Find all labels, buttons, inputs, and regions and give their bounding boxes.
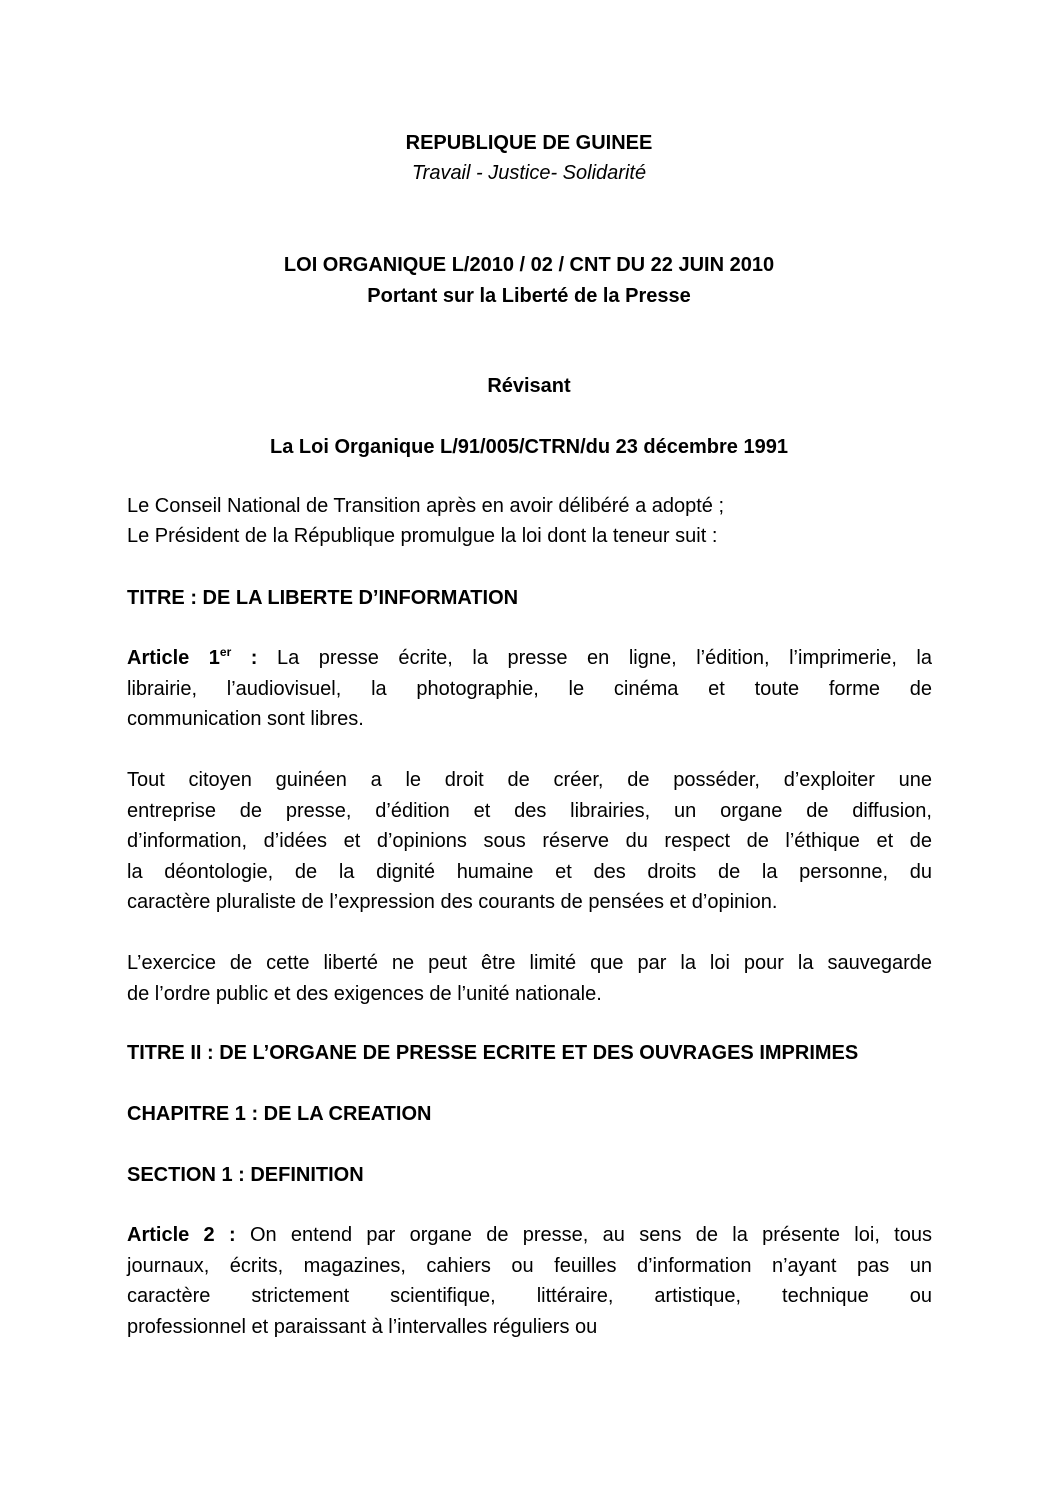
article-1-line: Article 1er : La presse écrite, la presse en ligne, l’édition, l’imprimerie, la [127,645,932,669]
revised-law: La Loi Organique L/91/005/CTRN/du 23 décembre 1991 [270,436,788,458]
title-1-heading: TITRE : DE LA LIBERTE D’INFORMATION [127,587,519,609]
article-2 [127,1220,932,1342]
paragraph-line: de l’ordre public et des exigences de l’unité nationale. [127,982,602,1005]
national-motto: Travail - Justice- Solidarité [411,162,647,184]
section-1-heading: SECTION 1 : DEFINITION [127,1164,364,1186]
paragraph-line: L’exercice de cette liberté ne peut être limité que par la loi pour la sauvegarde [127,952,932,974]
revising-label: Révisant [487,375,571,397]
article-2-label: Article 2 : [127,1224,236,1246]
paragraph-line: Tout citoyen guinéen a le droit de créer, de posséder, d’exploiter une [127,769,932,791]
article-1-line: librairie, l’audiovisuel, la photographie, le cinéma et toute forme de [127,677,932,700]
preamble-line-2: Le Président de la République promulgue la loi dont la teneur suit : [127,525,718,547]
article-2-line: caractère strictement scientifique, littéraire, artistique, technique ou [127,1285,932,1307]
article-2-line: professionnel et paraissant à l’intervalles réguliers ou [127,1315,598,1338]
paragraph-line: caractère pluraliste de l’expression des courants de pensées et d’opinion. [127,891,778,913]
paragraph-limits [127,948,932,1009]
paragraph-line: d’information, d’idées et d’opinions sous réserve du respect de l’éthique et de [127,830,932,852]
law-subject: Portant sur la Liberté de la Presse [367,285,691,307]
article-1 [127,643,932,735]
article-1-line: communication sont libres. [127,708,364,730]
paragraph-citizen-rights [127,765,932,918]
title-2-heading: TITRE II : DE L’ORGANE DE PRESSE ECRITE ET DES OUVRAGES IMPRIMES [127,1042,859,1064]
paragraph-line: entreprise de presse, d’édition et des librairies, un organe de diffusion, [127,799,932,822]
preamble-line-1: Le Conseil National de Transition après en avoir délibéré a adopté ; [127,495,725,517]
chapter-1-heading: CHAPITRE 1 : DE LA CREATION [127,1103,432,1125]
article-1-label: Article 1er : [127,645,258,669]
article-2-line: journaux, écrits, magazines, cahiers ou feuilles d’information n’ayant pas un [127,1254,932,1277]
country-heading: REPUBLIQUE DE GUINEE [405,132,653,154]
article-2-line: Article 2 : On entend par organe de presse, au sens de la présente loi, tous [127,1224,932,1246]
law-title: LOI ORGANIQUE L/2010 / 02 / CNT DU 22 JUIN 2010 [283,254,775,276]
paragraph-line: la déontologie, de la dignité humaine et des droits de la personne, du [127,860,932,883]
